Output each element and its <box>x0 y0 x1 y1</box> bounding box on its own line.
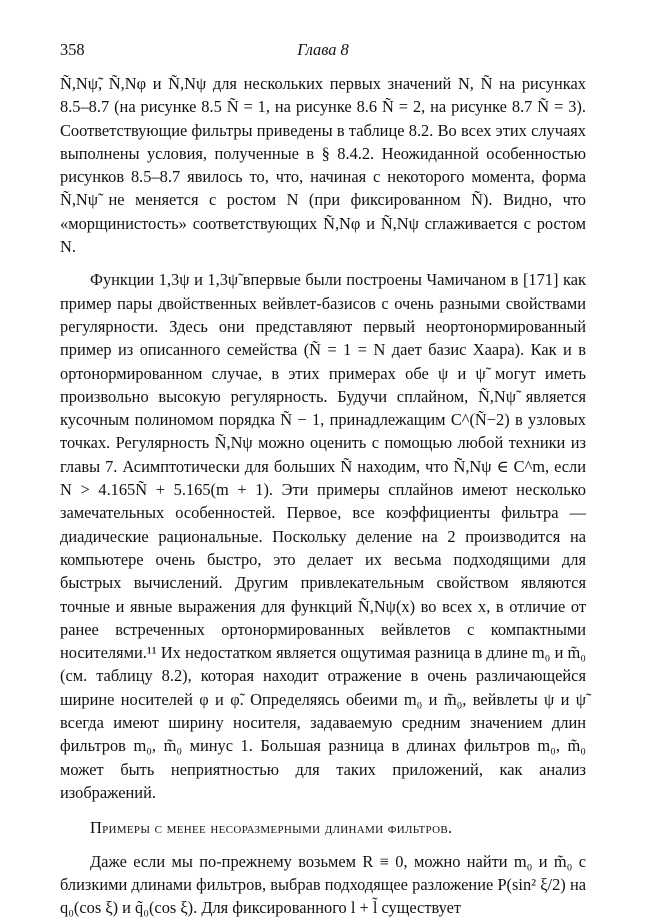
main-text <box>60 72 586 919</box>
running-header <box>60 40 586 60</box>
paragraph-2: Функции 1,3ψ и 1,3ψ̃ впервые были построены Чамичаном в [171] как пример пары двойственных вейвлет-базисов с очень разными свойствами регулярности. Здесь они представляют первый неортонормированный пример из описанного семейства (Ñ = 1 = N дает базис Хаара). Как и в ортонормированном случае, в этих примерах обе ψ и ψ̃ могут иметь произвольно высокую регулярность. Будучи сплайном, Ñ,Nψ̃ является кусочным полиномом порядка Ñ − 1, принадлежащим C^(Ñ−2) в узловых точках. Регулярность Ñ,Nψ можно оценить с помощью любой техники из главы 7. Асимптотически для больших Ñ находим, что Ñ,Nψ ∈ C^m, если N > 4.165Ñ + 5.165(m + 1). Эти примеры сплайнов имеют несколько замечательных особенностей. Первое, все коэффициенты фильтра — диадические рациональные. Поскольку деление на 2 производится на компьютере очень быстро, это делает их весьма подходящими для быстрых вычислений. Другим привлекательным свойством являются точные и явные выражения для функций Ñ,Nψ(x) во всех x, в отличие от ранее встреченных ортонормированных вейвлетов с компактными носителями.¹¹ Их недостатком является ощутимая разница в длине m₀ и m̃₀ (см. таблицу 8.2), которая находит отражение в очень различающейся ширине носителей φ и φ̃. Определяясь обеими m₀ и m̃₀, вейвлеты ψ и ψ̃ всегда имеют ширину носителя, задаваемую средним значением длин фильтров m₀, m̃₀ минус 1. Большая разница в длинах фильтров m₀, m̃₀ может быть неприятностью для таких приложений, как анализ изображений. <box>60 268 586 804</box>
paragraph-1: Ñ,Nψ̃, Ñ,Nφ и Ñ,Nψ для нескольких первых значений N, Ñ на рисунках 8.5–8.7 (на рисунке 8.5 Ñ = 1, на рисунке 8.6 Ñ = 2, на рисунке 8.7 Ñ = 3). Соответствующие фильтры приведены в таблице 8.2. Во всех этих случаях выполнены условия, полученные в § 8.4.2. Неожиданной особенностью рисунков 8.5–8.7 явилось то, что, начиная с некоторого момента, форма Ñ,Nψ̃ не меняется с ростом N (при фиксированном Ñ). Видно, что «морщинистость» соответствующих Ñ,Nφ и Ñ,Nψ сглаживается с ростом N. <box>60 72 586 258</box>
section-heading: Примеры с менее несоразмерными длинами фильтров. <box>60 816 586 839</box>
paragraph-3: Даже если мы по-прежнему возьмем R ≡ 0, можно найти m₀ и m̃₀ с близкими длинами фильтров, выбрав подходящее разложение P(sin² ξ/2) на q₀(cos ξ) и q̃₀(cos ξ). Для фиксированного l + l̃ существует <box>60 850 586 919</box>
page-number: 358 <box>60 40 85 60</box>
chapter-title: Глава 8 <box>60 40 586 60</box>
